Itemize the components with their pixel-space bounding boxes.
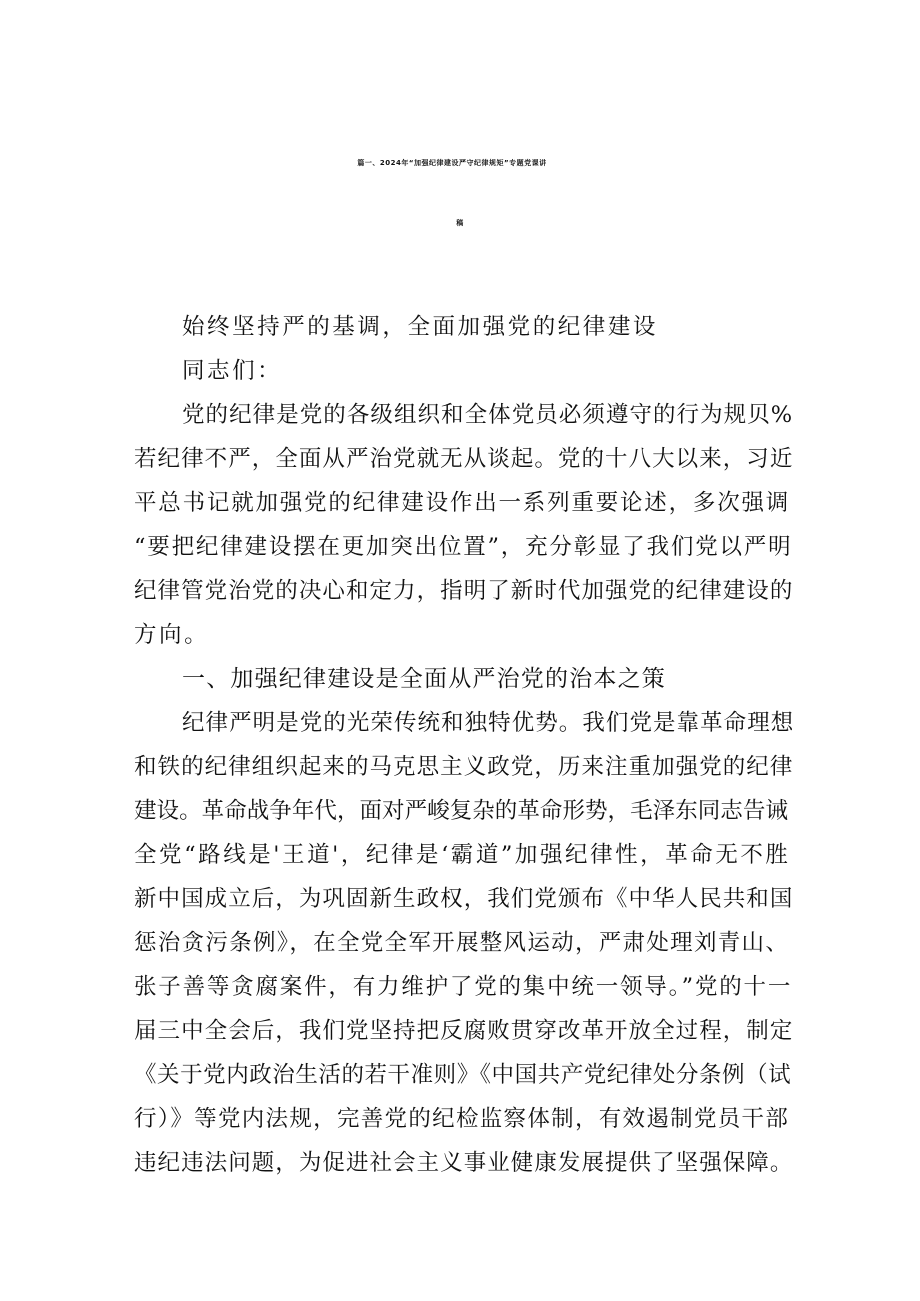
paragraph-2-line: 纪律严明是党的光荣传统和独特优势。我们党是靠革命理想 [182, 710, 795, 736]
document-subtitle: 始终坚持严的基调，全面加强党的纪律建设 [182, 314, 658, 340]
paragraph-1-line: “要把纪律建设摆在更加突出位置”，充分彰显了我们党以严明 [134, 534, 793, 560]
paragraph-2-line: 建设。革命战争年代，面对严峻复杂的革命形势，毛泽东同志告诫 [134, 798, 788, 824]
paragraph-1-line: 党的纪律是党的各级组织和全体党员必须遵守的行为规贝% [182, 402, 794, 428]
paragraph-1-line: 纪律管党治党的决心和定力，指明了新时代加强党的纪律建设的 [134, 578, 794, 604]
paragraph-2-line: 届三中全会后，我们党坚持把反腐败贯穿改革开放全过程，制定 [134, 1018, 794, 1044]
document-title-line-1: 篇一、2024年“加强纪律建设严守纪律规矩”专题党课讲 [357, 159, 547, 167]
paragraph-1-line: 若纪律不严，全面从严治党就无从谈起。党的十八大以来，习近 [134, 446, 794, 472]
document-title-line-2: 稿 [456, 219, 464, 227]
section-heading: 一、加强纪律建设是全面从严治党的治本之策 [182, 666, 666, 692]
paragraph-2-line: 违纪违法问题，为促进社会主义事业健康发展提供了坚强保障。 [134, 1150, 794, 1176]
paragraph-1-line: 平总书记就加强党的纪律建设作出一系列重要论述，多次强调 [134, 490, 791, 516]
paragraph-2-line: 全党“路线是'王道'，纪律是‘霸道”加强纪律性，革命无不胜 [134, 842, 791, 868]
salutation: 同志们： [182, 358, 283, 384]
paragraph-2-line: 新中国成立后，为巩固新生政权，我们党颁布《中华人民共和国 [134, 886, 794, 912]
paragraph-2-line: 《关于党内政治生活的若干准则》《中国共产党纪律处分条例（试 [134, 1062, 792, 1088]
paragraph-2-line: 和铁的纪律组织起来的马克思主义政党，历来注重加强党的纪律 [134, 754, 794, 780]
paragraph-2-line: 行）》等党内法规，完善党的纪检监察体制，有效遏制党员干部 [134, 1106, 790, 1132]
paragraph-2-line: 张子善等贪腐案件，有力维护了党的集中统一领导。”党的十一 [134, 974, 793, 1000]
paragraph-1-line: 方向。 [134, 622, 210, 648]
paragraph-2-line: 惩治贪污条例》，在全党全军开展整风运动，严肃处理刘青山、 [134, 930, 790, 956]
